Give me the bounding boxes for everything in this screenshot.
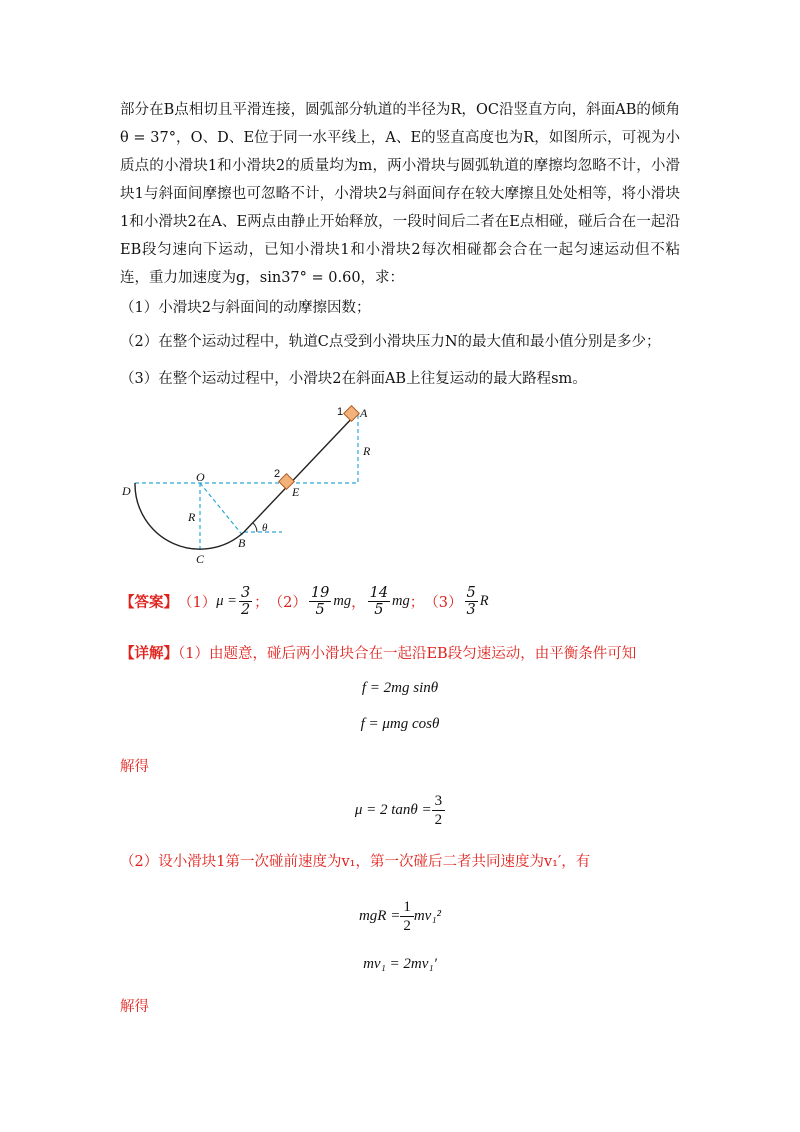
problem-intro: 部分在B点相切且平滑连接，圆弧部分轨道的半径为R，OC沿竖直方向，斜面AB的倾角θ = 37°，O、D、E位于同一水平线上，A、E的竖直高度也为R，如图所示，可视为小质点的小滑块1和小滑块2的质量均为m，两小滑块与圆弧轨道的摩擦均忽略不计，小滑块1与斜面间摩擦也可忽略不计，小滑块2与斜面间存在较大摩擦且处处相等，将小滑块1和小滑块2在A、E两点由静止开始释放，一段时间后二者在E点相碰，碰后合在一起沿EB段匀速向下运动，已知小滑块1和小滑块2每次相碰都会合在一起匀速运动但不粘连，重力加速度为g，sin37° = 0.60，求：	[120, 102, 680, 286]
answer-row	[120, 585, 489, 618]
formula-f4	[0, 898, 800, 935]
formula-f3-den: 2	[434, 812, 443, 828]
answer-3-prefix: （3）	[424, 595, 463, 611]
label-O: O	[196, 470, 205, 484]
incline-track	[244, 415, 355, 532]
question-2: （2）在整个运动过程中，轨道C点受到小滑块压力N的最大值和最小值分别是多少；	[120, 334, 661, 350]
label-B: B	[238, 536, 246, 550]
answer-2b-unit: mg	[392, 593, 410, 609]
label-D: D	[122, 484, 131, 498]
label-C: C	[196, 552, 205, 566]
detail-text-2: （2）设小滑块1第一次碰前速度为v₁，第一次碰后二者共同速度为v₁′，有	[120, 854, 591, 870]
answer-1-fraction	[239, 585, 252, 618]
answer-3-fraction	[465, 585, 478, 618]
answer-1-den: 2	[240, 602, 251, 618]
label-R-height: R	[363, 444, 371, 458]
solve-label-1: 解得	[120, 759, 149, 775]
answer-2b-den: 5	[374, 602, 384, 618]
answer-sep-1: ；	[254, 595, 269, 611]
detail-text-1: （1）由题意，碰后两小滑块合在一起沿EB段匀速运动，由平衡条件可知	[178, 646, 637, 662]
solve-label-2: 解得	[120, 999, 149, 1015]
formula-f3-fraction	[432, 792, 446, 829]
formula-f4-den: 2	[403, 918, 411, 934]
answer-3-unit: R	[479, 593, 489, 609]
answer-comma: ，	[351, 595, 366, 611]
answer-sep-2: ；	[409, 595, 425, 611]
answer-3-den: 3	[466, 602, 476, 618]
physics-diagram	[110, 395, 390, 580]
answer-2b-fraction	[368, 585, 390, 618]
answer-1-prefix: （1）	[178, 595, 217, 611]
formula-f4-fraction	[400, 898, 414, 935]
formula-f3-lhs: μ = 2 tanθ =	[354, 802, 432, 818]
answer-1-num: 3	[240, 585, 251, 601]
answer-2-prefix: （2）	[268, 595, 307, 611]
answer-2a-num: 19	[310, 585, 330, 601]
answer-2a-fraction	[309, 585, 331, 618]
detail-line-1	[120, 642, 636, 663]
angle-arc	[253, 523, 257, 532]
formula-f4-lhs: mgR =	[358, 908, 401, 924]
formula-f5: mv₁ = 2mv₁′	[363, 956, 437, 972]
label-E: E	[292, 485, 300, 499]
formula-f3-num: 3	[432, 792, 446, 811]
formula-f4-rhs: mv₁²	[413, 908, 442, 924]
formula-f3	[0, 792, 800, 829]
answer-3-num: 5	[466, 585, 476, 601]
detail-tag: 【详解】	[120, 645, 178, 662]
formula-f2: f = μmg cosθ	[360, 716, 440, 732]
label-R-vertical: R	[188, 510, 196, 524]
answer-tag: 【答案】	[120, 594, 178, 611]
formula-f4-num: 1	[400, 898, 414, 917]
block-1	[344, 406, 360, 422]
answer-1-lhs: μ =	[216, 593, 237, 609]
label-theta: θ	[262, 522, 268, 534]
answer-2b-num: 14	[369, 585, 389, 601]
label-A: A	[360, 406, 368, 420]
label-block-1: 1	[337, 406, 344, 418]
answer-2a-den: 5	[315, 602, 325, 618]
answer-2a-unit: mg	[333, 593, 352, 609]
radius-ob-dashed	[200, 483, 244, 537]
question-1: （1）小滑块2与斜面间的动摩擦因数；	[120, 300, 371, 316]
label-block-2: 2	[274, 468, 281, 480]
question-3: （3）在整个运动过程中，小滑块2在斜面AB上往复运动的最大路程sm。	[120, 371, 587, 387]
formula-f1: f = 2mg sinθ	[361, 680, 439, 696]
